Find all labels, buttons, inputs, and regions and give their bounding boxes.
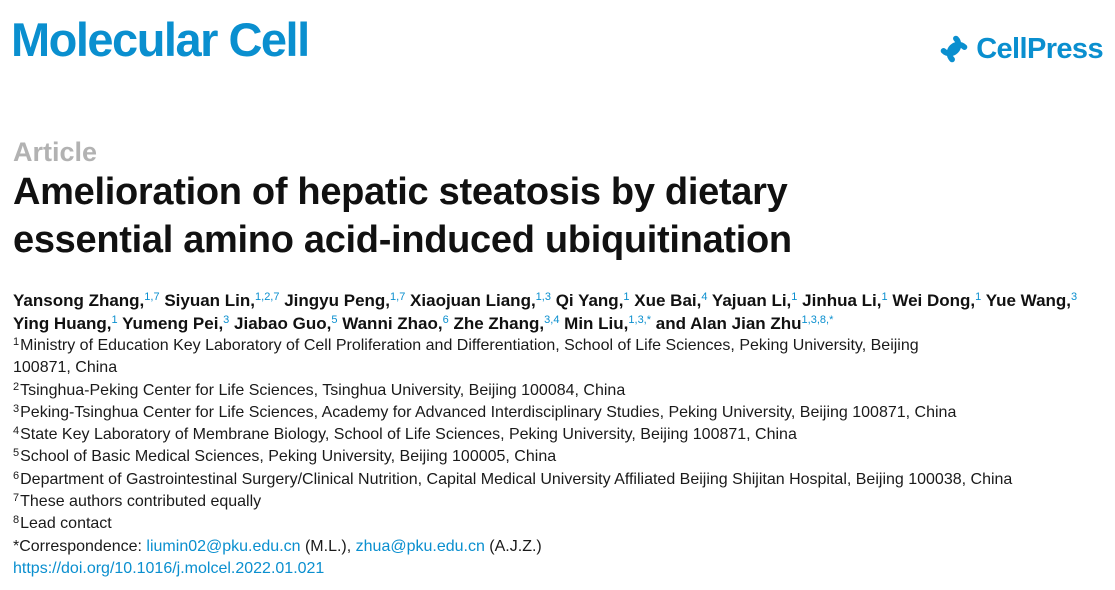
- affiliation-list: [13, 335, 1108, 580]
- author[interactable]: Siyuan Lin,$^{1,2,7}$: [164, 291, 280, 310]
- author[interactable]: Jinhua Li,$^1$: [802, 291, 888, 310]
- author[interactable]: Jiabao Guo,$^5$: [234, 314, 338, 333]
- affiliation: $^8$Lead contact: [13, 514, 112, 533]
- author[interactable]: Min Liu,$^{1,3,*}$: [564, 314, 652, 333]
- title-line: essential amino acid-induced ubiquitination: [13, 219, 792, 261]
- affiliation: $^1$Ministry of Education Key Laboratory of Cell Proliferation and Differentiation, School of Life Sciences, Peking University, Beijing: [13, 336, 919, 354]
- correspondence-initials: (A.J.Z.): [484, 537, 542, 555]
- author[interactable]: and Alan Jian Zhu$^{1,3,8,*}$: [655, 314, 834, 333]
- author[interactable]: Yajuan Li,$^1$: [711, 291, 798, 310]
- article-title: [13, 168, 1103, 264]
- doi-link[interactable]: https://doi.org/10.1016/j.molcel.2022.01.021: [13, 559, 325, 577]
- correspondence-initials: (M.L.),: [300, 537, 356, 555]
- email-link-liumin[interactable]: liumin02@pku.edu.cn: [146, 537, 301, 555]
- author-list: [13, 289, 1108, 335]
- publisher-logo[interactable]: [935, 30, 1103, 68]
- author[interactable]: Wei Dong,$^1$: [892, 291, 982, 310]
- author[interactable]: Yansong Zhang,$^{1,7}$: [13, 291, 160, 310]
- journal-title[interactable]: Molecular Cell: [11, 13, 309, 66]
- article-type-label: Article: [13, 137, 98, 167]
- affiliation: 100871, China: [13, 359, 118, 377]
- author[interactable]: Wanni Zhao,$^6$: [342, 314, 449, 333]
- affiliation: $^6$Department of Gastrointestinal Surgery/Clinical Nutrition, Capital Medical University Affiliated Beijing Shijitan Hospital, Beijing 100038, China: [13, 469, 1013, 488]
- cellpress-logo-icon: [935, 30, 973, 68]
- author[interactable]: Yue Wang,$^3$: [985, 291, 1078, 310]
- affiliation: $^5$School of Basic Medical Sciences, Peking University, Beijing 100005, China: [13, 447, 557, 466]
- publisher-name: CellPress: [976, 32, 1103, 65]
- affiliation: $^3$Peking-Tsinghua Center for Life Sciences, Academy for Advanced Interdisciplinary Studies, Peking University, Beijing 100871, China: [13, 402, 957, 421]
- author[interactable]: Xiaojuan Liang,$^{1,3}$: [410, 291, 551, 310]
- author[interactable]: Xue Bai,$^4$: [634, 291, 708, 310]
- author[interactable]: Ying Huang,$^1$: [13, 314, 118, 333]
- affiliation: $^7$These authors contributed equally: [13, 492, 262, 511]
- author[interactable]: Zhe Zhang,$^{3,4}$: [453, 314, 560, 333]
- correspondence-line: [13, 536, 1108, 558]
- email-link-zhua[interactable]: zhua@pku.edu.cn: [355, 537, 485, 555]
- title-line: Amelioration of hepatic steatosis by dietary: [13, 171, 788, 213]
- author[interactable]: Qi Yang,$^1$: [555, 291, 630, 310]
- author[interactable]: Jingyu Peng,$^{1,7}$: [284, 291, 406, 310]
- affiliation: $^4$State Key Laboratory of Membrane Biology, School of Life Sciences, Peking University, Beijing 100871, China: [13, 425, 797, 444]
- correspondence-label: *Correspondence:: [13, 537, 147, 555]
- author[interactable]: Yumeng Pei,$^3$: [122, 314, 230, 333]
- affiliation: $^2$Tsinghua-Peking Center for Life Sciences, Tsinghua University, Beijing 100084, China: [13, 380, 626, 399]
